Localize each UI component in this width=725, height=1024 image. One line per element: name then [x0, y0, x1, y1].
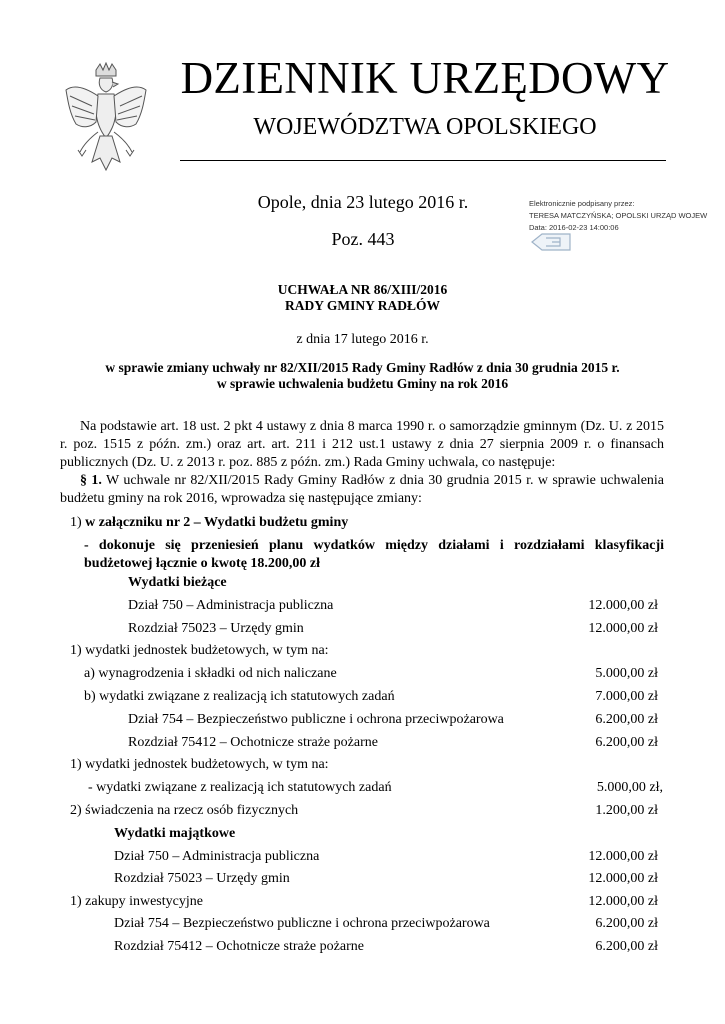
preamble-text: Na podstawie art. 18 ust. 2 pkt 4 ustawy z dnia 8 marca 1990 r. o samorządzie gminnym (Dz. U. z 2015 r. poz. 1515 z późn. zm.) oraz art. art. 211 i 212 ust.1 ustawy z dnia 27 sierpnia 2009 r. o finansach publicznych (Dz. U. z 2013 r. poz. 885 z późn. zm.) Rada Gminy uchwala, co następuje: [60, 419, 664, 470]
entry-label: Rozdział 75023 – Urzędy gmin [114, 871, 290, 886]
entry-amount: 5.000,00 zł [595, 666, 658, 681]
section-1-text: W uchwale nr 82/XII/2015 Rady Gminy Radłów z dnia 30 grudnia 2015 r. w sprawie uchwalenia budżetu gminy na rok 2016, wprowadza się następujące zmiany: [60, 473, 665, 506]
entry-label: Wydatki bieżące [128, 575, 227, 590]
point-1-prefix: 1) [70, 515, 82, 530]
journal-subtitle: WOJEWÓDZTWA OPOLSKIEGO [253, 114, 597, 140]
resolution-number: UCHWAŁA NR 86/XIII/2016 [277, 282, 448, 297]
entry-amount: 7.000,00 zł [595, 689, 658, 704]
entry-amount: 6.200,00 zł [595, 735, 658, 750]
electronic-signature-block [529, 198, 719, 234]
point-1-heading: w załączniku nr 2 – Wydatki budżetu gminy [85, 515, 349, 530]
subject-line-1: w sprawie zmiany uchwały nr 82/XII/2015 Rady Gminy Radłów z dnia 30 grudnia 2015 r. [105, 360, 620, 375]
entry-amount: 6.200,00 zł [595, 939, 658, 954]
entry-amount: 6.200,00 zł [595, 712, 658, 727]
entry-label: Rozdział 75023 – Urzędy gmin [128, 621, 304, 636]
entry-label: 1) wydatki jednostek budżetowych, w tym na: [70, 757, 329, 772]
signature-line-1: Elektronicznie podpisany przez: [529, 199, 635, 208]
entry-label: a) wynagrodzenia i składki od nich naliczane [84, 666, 337, 681]
entry-label: Dział 750 – Administracja publiczna [128, 598, 334, 613]
entry-amount: 12.000,00 zł [588, 598, 658, 613]
entry-amount: 12.000,00 zł [588, 849, 658, 864]
section-1-paragraph [60, 472, 664, 508]
place-date: Opole, dnia 23 lutego 2016 r. [257, 192, 469, 212]
entry-amount: 12.000,00 zł [588, 621, 658, 636]
entry-label: Rozdział 75412 – Ochotnicze straże pożarne [114, 939, 364, 954]
resolution-date: z dnia 17 lutego 2016 r. [296, 332, 429, 347]
subject-line-2: w sprawie uchwalenia budżetu Gminy na rok 2016 [216, 376, 509, 391]
signature-line-2: TERESA MATCZYŃSKA; OPOLSKI URZĄD WOJEW [529, 211, 708, 220]
entry-amount: 1.200,00 zł [595, 803, 658, 818]
resolution-subject [70, 360, 655, 392]
preamble-paragraph [60, 418, 664, 472]
polish-eagle-emblem-icon [62, 62, 150, 178]
entry-label: Dział 754 – Bezpieczeństwo publiczne i ochrona przeciwpożarowa [114, 916, 490, 931]
entry-label: Dział 754 – Bezpieczeństwo publiczne i ochrona przeciwpożarowa [128, 712, 504, 727]
entry-label: b) wydatki związane z realizacją ich statutowych zadań [84, 689, 395, 704]
entry-amount: 12.000,00 zł [588, 894, 658, 909]
section-1-mark: § 1. [80, 473, 102, 488]
signature-verified-icon [530, 232, 572, 252]
entry-label: Rozdział 75412 – Ochotnicze straże pożarne [128, 735, 378, 750]
entry-label: - wydatki związane z realizacją ich statutowych zadań [88, 780, 392, 795]
entry-amount: 6.200,00 zł [595, 916, 658, 931]
entry-amount: 12.000,00 zł [588, 871, 658, 886]
header-divider [180, 160, 666, 161]
point-1 [70, 514, 348, 532]
journal-title: DZIENNIK URZĘDOWY [180, 53, 670, 103]
resolution-council: RADY GMINY RADŁÓW [285, 298, 440, 313]
resolution-title [100, 282, 625, 314]
entry-label: Dział 750 – Administracja publiczna [114, 849, 320, 864]
entry-label: 1) zakupy inwestycyjne [70, 894, 203, 909]
entry-label: 1) wydatki jednostek budżetowych, w tym na: [70, 643, 329, 658]
position-number: Poz. 443 [331, 229, 395, 249]
entry-amount: 5.000,00 zł, [596, 780, 663, 795]
signature-line-3: Data: 2016-02-23 14:00:06 [529, 223, 619, 232]
transfer-subpoint: - dokonuje się przeniesień planu wydatków między działami i rozdziałami klasyfikacji budżetowej łącznie o kwotę 18.200,00 zł [84, 538, 664, 571]
entry-label: Wydatki majątkowe [114, 826, 236, 841]
entry-label: 2) świadczenia na rzecz osób fizycznych [70, 803, 299, 818]
